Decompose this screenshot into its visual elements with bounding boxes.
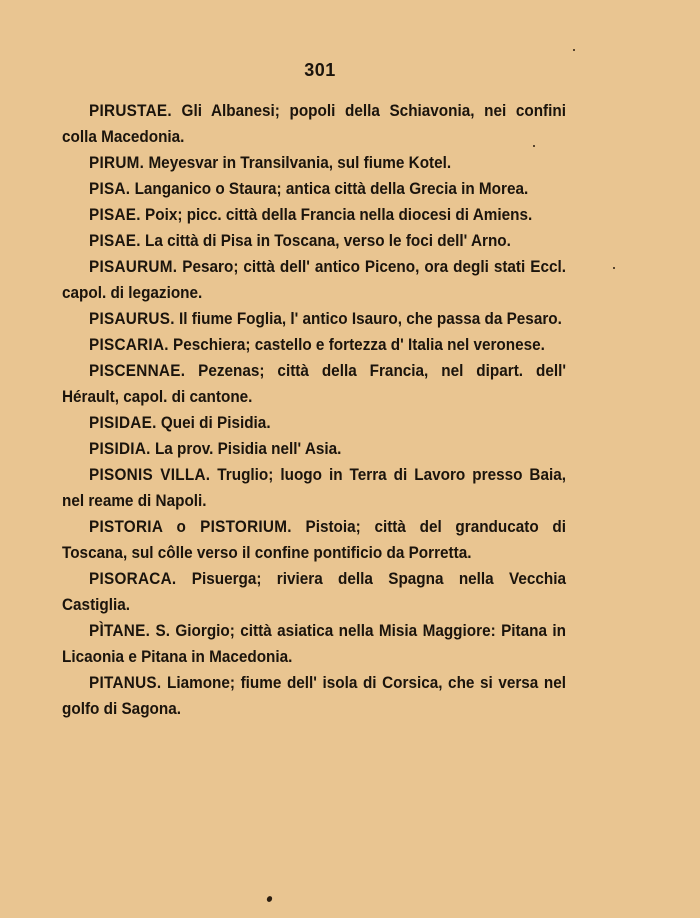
entry-headword: PISAURUM.: [89, 257, 178, 276]
dictionary-entry: [62, 98, 566, 150]
dictionary-entries: [62, 98, 566, 722]
entry-text: Pisuerga; riviera della Spagna nella Vecchia Castiglia.: [62, 569, 567, 614]
entry-headword: PISAURUS.: [89, 309, 175, 328]
entry-headword: PISCARIA.: [89, 335, 169, 354]
entry-text: Poix; picc. città della Francia nella diocesi di Amiens.: [145, 205, 533, 224]
entry-headword: PIRUSTAE.: [89, 101, 172, 120]
entry-headword: PISCENNAE.: [89, 361, 186, 380]
entry-headword: PÌTANE.: [89, 621, 151, 640]
ink-speck: [533, 145, 535, 147]
dictionary-entry: [62, 410, 566, 436]
entry-text: La città di Pisa in Toscana, verso le foci dell' Arno.: [145, 231, 511, 250]
entry-text: Liamone; fiume dell' isola di Corsica, che si versa nel golfo di Sagona.: [62, 673, 566, 718]
dictionary-entry: [62, 332, 566, 358]
entry-text: Langanico o Staura; antica città della Grecia in Morea.: [134, 179, 529, 198]
dictionary-entry: [62, 306, 566, 332]
ink-speck: [266, 895, 273, 903]
entry-headword: PIRUM.: [89, 153, 145, 172]
entry-text: Truglio; luogo in Terra di Lavoro presso Baia, nel reame di Napoli.: [62, 465, 566, 510]
dictionary-entry: [62, 670, 566, 722]
dictionary-entry: [62, 618, 566, 670]
entry-text: S. Giorgio; città asiatica nella Misia Maggiore: Pitana in Licaonia e Pitana in Macedonia.: [62, 621, 566, 666]
entry-text: Gli Albanesi; popoli della Schiavonia, nei confini colla Macedonia.: [62, 101, 567, 146]
entry-headword: PISTORIA o PISTORIUM.: [89, 517, 292, 536]
entry-text: Pesaro; città dell' antico Piceno, ora degli stati Eccl. capol. di legazione.: [62, 257, 566, 302]
dictionary-entry: [62, 176, 566, 202]
dictionary-entry: [62, 228, 566, 254]
entry-headword: PITANUS.: [89, 673, 162, 692]
dictionary-entry: [62, 358, 566, 410]
ink-speck: [573, 49, 575, 51]
entry-headword: PISONIS VILLA.: [89, 465, 211, 484]
entry-headword: PISAE.: [89, 205, 141, 224]
dictionary-entry: [62, 436, 566, 462]
entry-headword: PISIDAE.: [89, 413, 157, 432]
dictionary-entry: [62, 462, 566, 514]
entry-headword: PISAE.: [89, 231, 141, 250]
dictionary-entry: [62, 202, 566, 228]
entry-headword: PISIDIA.: [89, 439, 151, 458]
dictionary-entry: [62, 150, 566, 176]
dictionary-entry: [62, 566, 566, 618]
entry-text: Pistoia; città del granducato di Toscana, sul côlle verso il confine pontificio da Porretta.: [62, 517, 566, 562]
entry-text: Quei di Pisidia.: [160, 413, 271, 432]
entry-headword: PISA.: [89, 179, 131, 198]
entry-text: La prov. Pisidia nell' Asia.: [154, 439, 342, 458]
entry-text: Pezenas; città della Francia, nel dipart. dell' Hérault, capol. di cantone.: [62, 361, 566, 406]
entry-text: Peschiera; castello e fortezza d' Italia nel veronese.: [173, 335, 545, 354]
dictionary-entry: [62, 254, 566, 306]
entry-headword: PISORACA.: [89, 569, 177, 588]
page-number: 301: [304, 60, 336, 80]
dictionary-entry: [62, 514, 566, 566]
entry-text: Meyesvar in Transilvania, sul fiume Kotel.: [148, 153, 452, 172]
entry-text: Il fiume Foglia, l' antico Isauro, che passa da Pesaro.: [179, 309, 562, 328]
ink-speck: [613, 267, 615, 269]
